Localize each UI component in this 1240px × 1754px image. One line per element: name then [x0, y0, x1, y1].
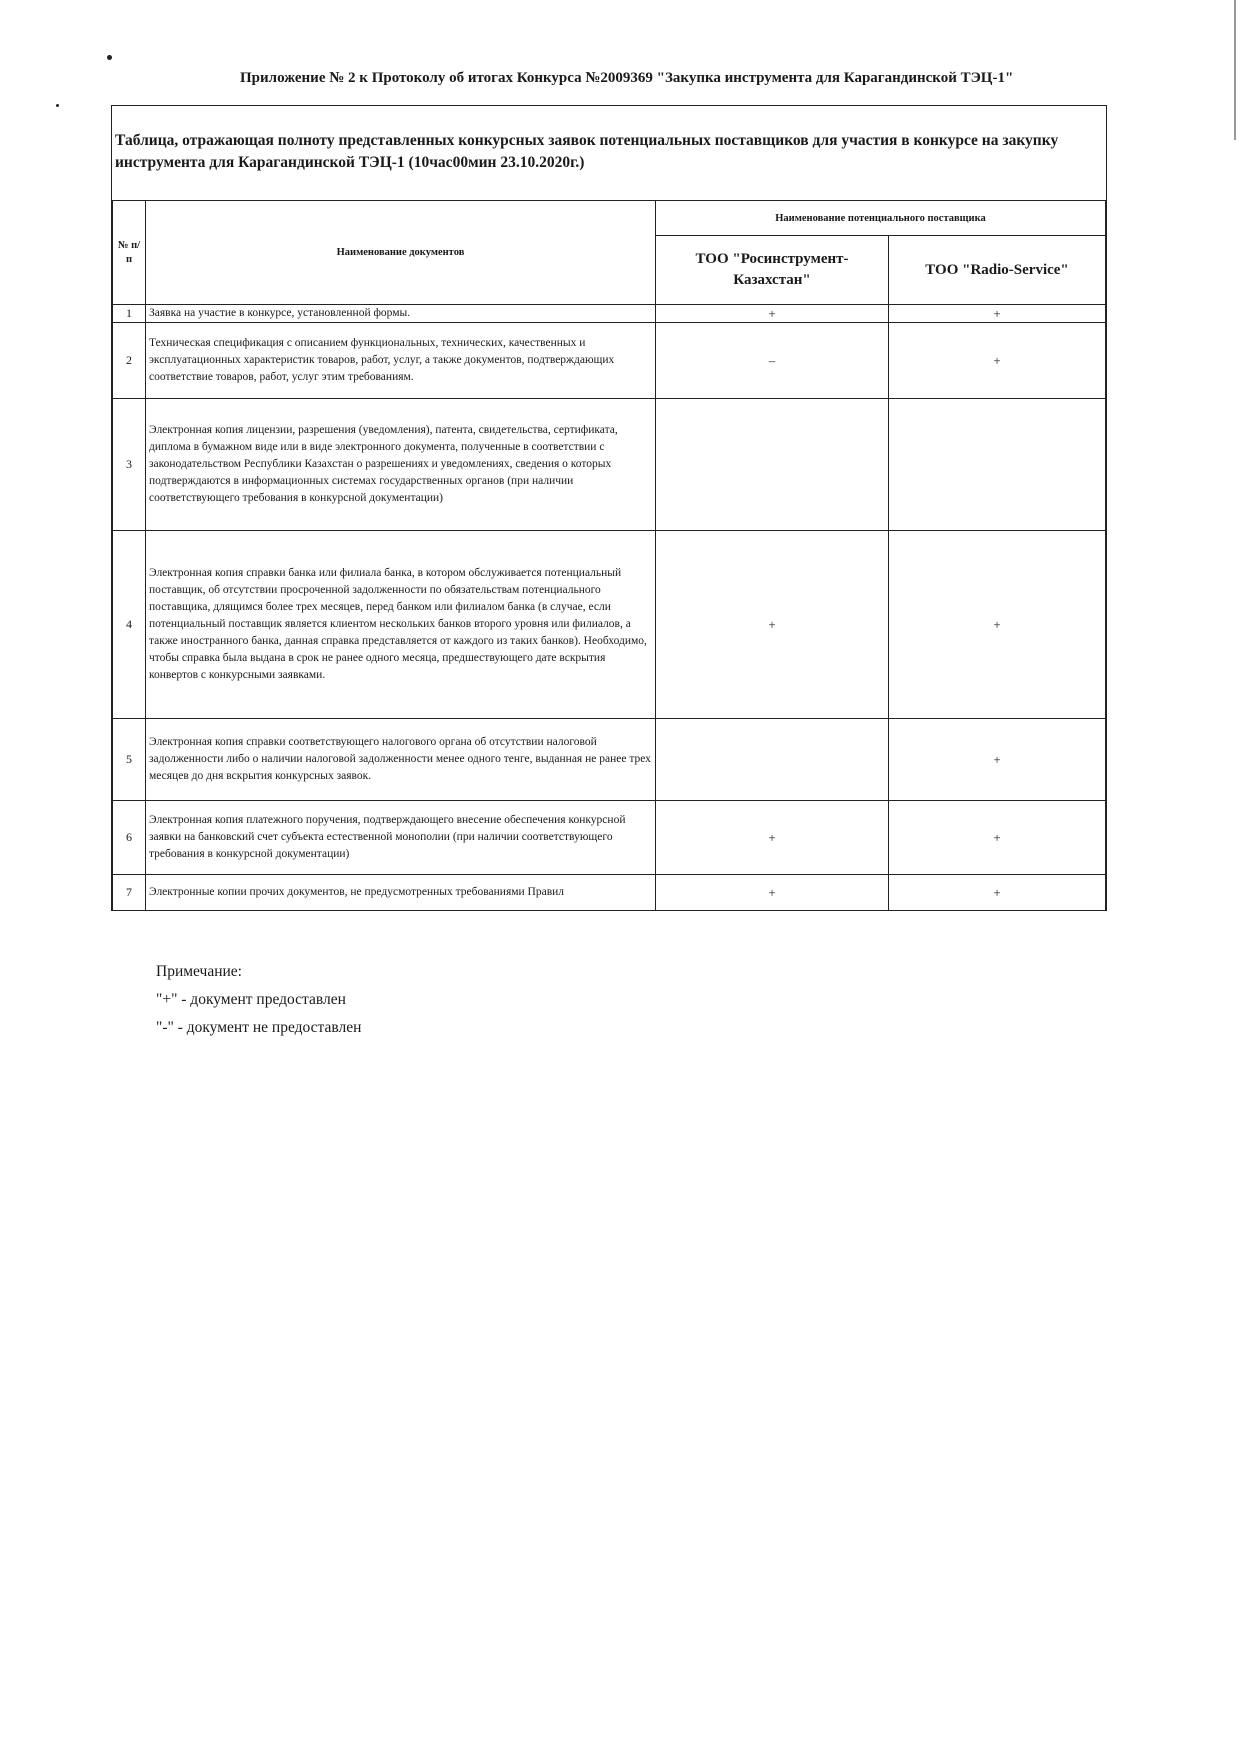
note-minus: "-" - документ не предоставлен [156, 1019, 362, 1036]
row-number: 7 [113, 875, 146, 911]
table-row [113, 399, 1106, 531]
scan-speck [107, 55, 112, 60]
table-row [113, 323, 1106, 399]
supplier-1-mark: + [656, 531, 889, 719]
supplier-2-mark: + [889, 801, 1106, 875]
completeness-table [112, 200, 1106, 911]
supplier-2-header: ТОО "Radio-Service" [889, 236, 1106, 305]
document-name: Электронная копия лицензии, разрешения (уведомления), патента, свидетельства, сертификата, диплома в бумажном виде или в виде электронного документа, полученные в соответствии с законодательством Республики Казахстан о разрешениях и уведомлениях, сведения о которых подтверждаются в информационных системах государственных органов (при наличии соответствующего требования в конкурсной документации) [146, 399, 656, 531]
row-number: 1 [113, 305, 146, 323]
table-row [113, 531, 1106, 719]
note-plus: "+" - документ предоставлен [156, 991, 346, 1008]
col-docs-header: Наименование документов [146, 201, 656, 305]
scan-edge-mark [1234, 0, 1236, 140]
document-name: Заявка на участие в конкурсе, установленной формы. [146, 305, 656, 323]
supplier-2-mark: + [889, 531, 1106, 719]
table-row [113, 801, 1106, 875]
col-num-header: № п/п [113, 201, 146, 305]
table-row [113, 719, 1106, 801]
supplier-1-mark [656, 719, 889, 801]
supplier-1-mark: – [656, 323, 889, 399]
supplier-2-mark: + [889, 875, 1106, 911]
supplier-1-mark: + [656, 875, 889, 911]
row-number: 6 [113, 801, 146, 875]
row-number: 2 [113, 323, 146, 399]
supplier-2-mark: + [889, 305, 1106, 323]
supplier-2-mark [889, 399, 1106, 531]
row-number: 4 [113, 531, 146, 719]
supplier-1-mark [656, 399, 889, 531]
scan-speck [56, 104, 59, 107]
notes-heading: Примечание: [156, 963, 242, 980]
document-name: Техническая спецификация с описанием функциональных, технических, качественных и эксплуатационных характеристик товаров, работ, услуг, а также документов, подтверждающих соответствие товаров, работ, услуг этим требованиям. [146, 323, 656, 399]
completeness-table-frame [111, 105, 1107, 911]
table-title: Таблица, отражающая полноту представленных конкурсных заявок потенциальных поставщиков для участия в конкурсе на закупку инструмента для Карагандинской ТЭЦ-1 (10час00мин 23.10.2020г.) [115, 132, 1059, 171]
document-name: Электронная копия справки банка или филиала банка, в котором обслуживается потенциальный поставщик, об отсутствии просроченной задолженности по обязательствам потенциального поставщика, длящимся более трех месяцев, перед банком или филиалом банка (в случае, если потенциальный поставщик является клиентом нескольких банков второго уровня или филиалов, а также иностранного банка, данная справка представляется от каждого из таких банков). Необходимо, чтобы справка была выдана в срок не ранее одного месяца, предшествующего дате вскрытия конвертов с конкурсными заявками. [146, 531, 656, 719]
supplier-1-header: ТОО "Росинструмент-Казахстан" [656, 236, 889, 305]
row-number: 5 [113, 719, 146, 801]
supplier-1-mark: + [656, 801, 889, 875]
appendix-title: Приложение № 2 к Протоколу об итогах Конкурса №2009369 "Закупка инструмента для Карагандинской ТЭЦ-1" [240, 70, 1014, 86]
document-name: Электронная копия платежного поручения, подтверждающего внесение обеспечения конкурсной заявки на банковский счет субъекта естественной монополии (при наличии соответствующего требования в конкурсной документации) [146, 801, 656, 875]
table-header-row [113, 201, 1106, 236]
supplier-2-mark: + [889, 323, 1106, 399]
document-name: Электронные копии прочих документов, не предусмотренных требованиями Правил [146, 875, 656, 911]
supplier-2-mark: + [889, 719, 1106, 801]
legend-notes [156, 958, 361, 1042]
table-row [113, 875, 1106, 911]
row-number: 3 [113, 399, 146, 531]
suppliers-header: Наименование потенциального поставщика [656, 201, 1106, 236]
table-row [113, 305, 1106, 323]
supplier-1-mark: + [656, 305, 889, 323]
document-name: Электронная копия справки соответствующего налогового органа об отсутствии налоговой задолженности либо о наличии налоговой задолженности менее одного тенге, выданная не ранее трех месяцев до дня вскрытия конкурсных заявок. [146, 719, 656, 801]
